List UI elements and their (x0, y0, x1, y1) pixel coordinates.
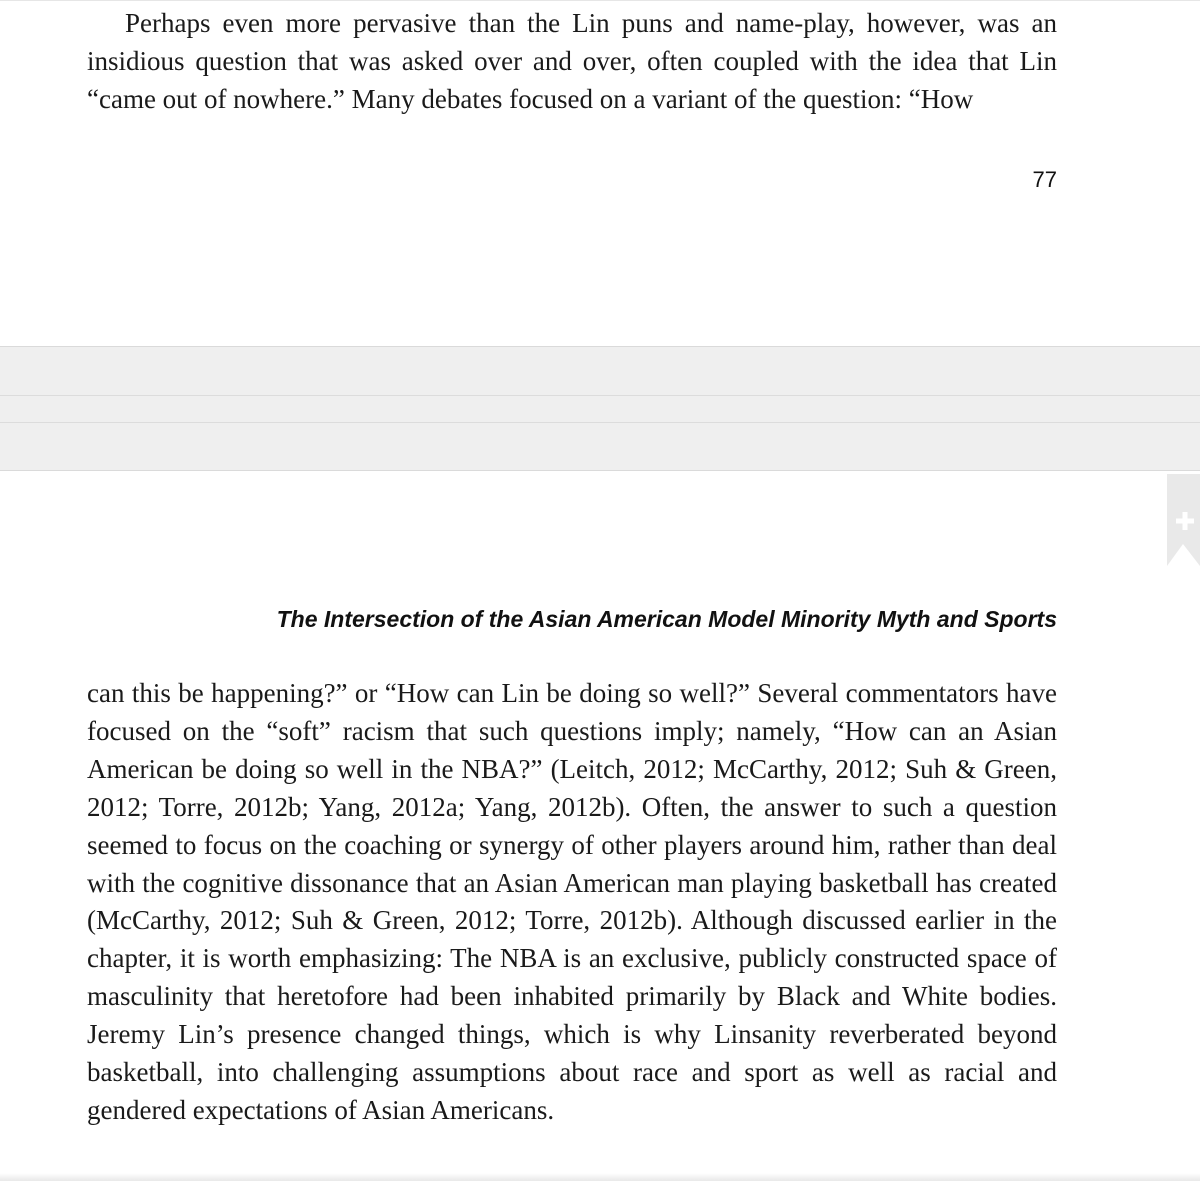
body-paragraph: Perhaps even more pervasive than the Lin puns and name-play, however, was an insidious question that was asked over and over, often coupled with the idea that Lin “came out of nowhere.” Many debates focused on a variant of the question: “How (87, 8, 1057, 114)
page-77 (0, 0, 1200, 347)
running-header: The Intersection of the Asian American Model Minority Myth and Sports (276, 606, 1057, 632)
body-paragraph: can this be happening?” or “How can Lin be doing so well?” Several commentators have focused on the “soft” racism that such questions imply; namely, “How can an Asian American be doing so well in the NBA?” (Leitch, 2012; McCarthy, 2012; Suh & Green, 2012; Torre, 2012b; Yang, 2012a; Yang, 2012b). Often, the answer to such a question seemed to focus on the coaching or synergy of other players around him, rather than deal with the cognitive dissonance that an Asian American man playing basketball has created (McCarthy, 2012; Suh & Green, 2012; Torre, 2012b). Although discussed earlier in the chapter, it is worth emphasizing: The NBA is an exclusive, publicly constructed space of masculinity that heretofore had been inhabited primarily by Black and White bodies. Jeremy Lin’s presence changed things, which is why Linsanity reverberated beyond basketball, into challenging assumptions about race and sport as well as racial and gendered expectations of Asian Americans. (87, 678, 1057, 1125)
plus-icon (1176, 512, 1194, 530)
page-separator (0, 346, 1200, 471)
separator-line (0, 422, 1200, 423)
scroll-edge (0, 1173, 1200, 1181)
separator-line (0, 395, 1200, 396)
page-number: 77 (1032, 167, 1057, 192)
bookmark-button[interactable] (1167, 474, 1200, 566)
